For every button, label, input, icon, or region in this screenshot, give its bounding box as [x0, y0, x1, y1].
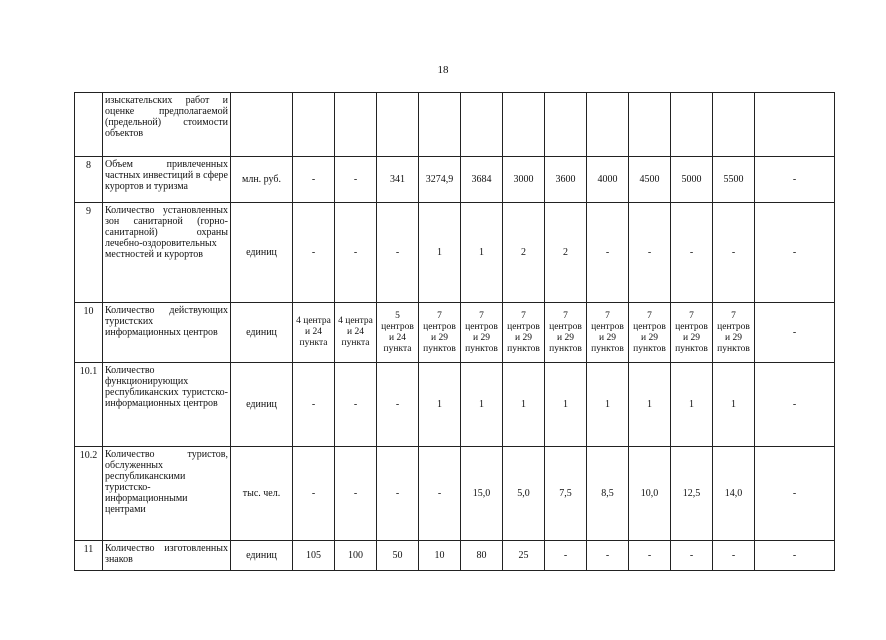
row-number	[75, 93, 103, 157]
value-cell: 8,5	[587, 447, 629, 541]
value-cell	[671, 93, 713, 157]
row-number: 9	[75, 203, 103, 303]
value-cell: -	[293, 363, 335, 447]
value-cell: -	[293, 203, 335, 303]
value-cell: 1	[713, 363, 755, 447]
value-cell: 7 центров и 29 пунктов	[503, 303, 545, 363]
total-cell: -	[755, 157, 835, 203]
value-cell	[335, 93, 377, 157]
value-cell: 2	[545, 203, 587, 303]
indicator-name: Объем привлеченных частных инвестиций в сфере курортов и туризма	[103, 157, 231, 203]
value-cell: 1	[461, 203, 503, 303]
value-cell: 105	[293, 541, 335, 571]
table-row	[75, 203, 835, 303]
table-row	[75, 303, 835, 363]
value-cell: -	[419, 447, 461, 541]
value-cell: 3684	[461, 157, 503, 203]
value-cell: -	[671, 203, 713, 303]
value-cell	[629, 93, 671, 157]
unit-cell: единиц	[231, 541, 293, 571]
value-cell: 12,5	[671, 447, 713, 541]
row-number: 8	[75, 157, 103, 203]
value-cell: 14,0	[713, 447, 755, 541]
value-cell: 15,0	[461, 447, 503, 541]
total-cell: -	[755, 363, 835, 447]
value-cell: 7 центров и 29 пунктов	[671, 303, 713, 363]
value-cell	[293, 93, 335, 157]
value-cell: 1	[629, 363, 671, 447]
value-cell: 3000	[503, 157, 545, 203]
indicator-name: Количество функционирующих республиканских туристско-информационных центров	[103, 363, 231, 447]
value-cell: 7 центров и 29 пунктов	[545, 303, 587, 363]
value-cell	[587, 93, 629, 157]
total-cell: -	[755, 447, 835, 541]
value-cell: 10	[419, 541, 461, 571]
value-cell: 3600	[545, 157, 587, 203]
value-cell: -	[335, 157, 377, 203]
indicator-name: Количество установленных зон санитарной (горно-санитарной) охраны лечебно-оздоровительных местностей и курортов	[103, 203, 231, 303]
value-cell: 7 центров и 29 пунктов	[629, 303, 671, 363]
value-cell: 5 центров и 24 пункта	[377, 303, 419, 363]
value-cell: 5000	[671, 157, 713, 203]
value-cell: 5,0	[503, 447, 545, 541]
value-cell: 1	[671, 363, 713, 447]
page-number: 18	[437, 64, 449, 76]
table-row	[75, 541, 835, 571]
value-cell: 50	[377, 541, 419, 571]
value-cell	[545, 93, 587, 157]
value-cell: -	[377, 203, 419, 303]
value-cell	[461, 93, 503, 157]
value-cell: -	[713, 203, 755, 303]
unit-cell: тыс. чел.	[231, 447, 293, 541]
value-cell: 4 центра и 24 пункта	[335, 303, 377, 363]
value-cell: -	[335, 203, 377, 303]
row-number: 11	[75, 541, 103, 571]
total-cell: -	[755, 541, 835, 571]
value-cell: 4500	[629, 157, 671, 203]
total-cell: -	[755, 303, 835, 363]
value-cell: 1	[587, 363, 629, 447]
value-cell: 1	[545, 363, 587, 447]
indicator-name: Количество действующих туристских информационных центров	[103, 303, 231, 363]
value-cell: -	[545, 541, 587, 571]
value-cell: -	[335, 447, 377, 541]
value-cell: 1	[503, 363, 545, 447]
value-cell: 7 центров и 29 пунктов	[713, 303, 755, 363]
row-number: 10.1	[75, 363, 103, 447]
value-cell: 10,0	[629, 447, 671, 541]
value-cell: -	[293, 157, 335, 203]
indicator-name: Количество изготовленных знаков	[103, 541, 231, 571]
unit-cell: единиц	[231, 203, 293, 303]
value-cell: -	[629, 203, 671, 303]
value-cell: 3274,9	[419, 157, 461, 203]
value-cell: -	[293, 447, 335, 541]
value-cell: 80	[461, 541, 503, 571]
value-cell: -	[335, 363, 377, 447]
table-row	[75, 363, 835, 447]
value-cell: 1	[461, 363, 503, 447]
value-cell: 1	[419, 363, 461, 447]
value-cell	[377, 93, 419, 157]
indicator-name: изыскательских работ и оценке предполагаемой (предельной) стоимости объектов	[103, 93, 231, 157]
unit-cell: млн. руб.	[231, 157, 293, 203]
unit-cell	[231, 93, 293, 157]
value-cell: -	[377, 447, 419, 541]
value-cell: -	[587, 541, 629, 571]
value-cell	[503, 93, 545, 157]
unit-cell: единиц	[231, 303, 293, 363]
row-number: 10.2	[75, 447, 103, 541]
value-cell: 341	[377, 157, 419, 203]
value-cell: 1	[419, 203, 461, 303]
value-cell: -	[587, 203, 629, 303]
value-cell: 7,5	[545, 447, 587, 541]
total-cell: -	[755, 203, 835, 303]
value-cell: 5500	[713, 157, 755, 203]
value-cell: -	[671, 541, 713, 571]
value-cell: 7 центров и 29 пунктов	[419, 303, 461, 363]
table-row	[75, 93, 835, 157]
value-cell: 7 центров и 29 пунктов	[461, 303, 503, 363]
value-cell	[419, 93, 461, 157]
value-cell: 25	[503, 541, 545, 571]
indicators-table	[74, 92, 835, 571]
table-row	[75, 157, 835, 203]
value-cell: 2	[503, 203, 545, 303]
value-cell: -	[713, 541, 755, 571]
indicator-name: Количество туристов, обслуженных республиканскими туристско-информационными центрами	[103, 447, 231, 541]
value-cell: 100	[335, 541, 377, 571]
value-cell: 7 центров и 29 пунктов	[587, 303, 629, 363]
total-cell	[755, 93, 835, 157]
value-cell: -	[377, 363, 419, 447]
table-row	[75, 447, 835, 541]
value-cell: 4000	[587, 157, 629, 203]
value-cell: -	[629, 541, 671, 571]
value-cell: 4 центра и 24 пункта	[293, 303, 335, 363]
row-number: 10	[75, 303, 103, 363]
unit-cell: единиц	[231, 363, 293, 447]
value-cell	[713, 93, 755, 157]
